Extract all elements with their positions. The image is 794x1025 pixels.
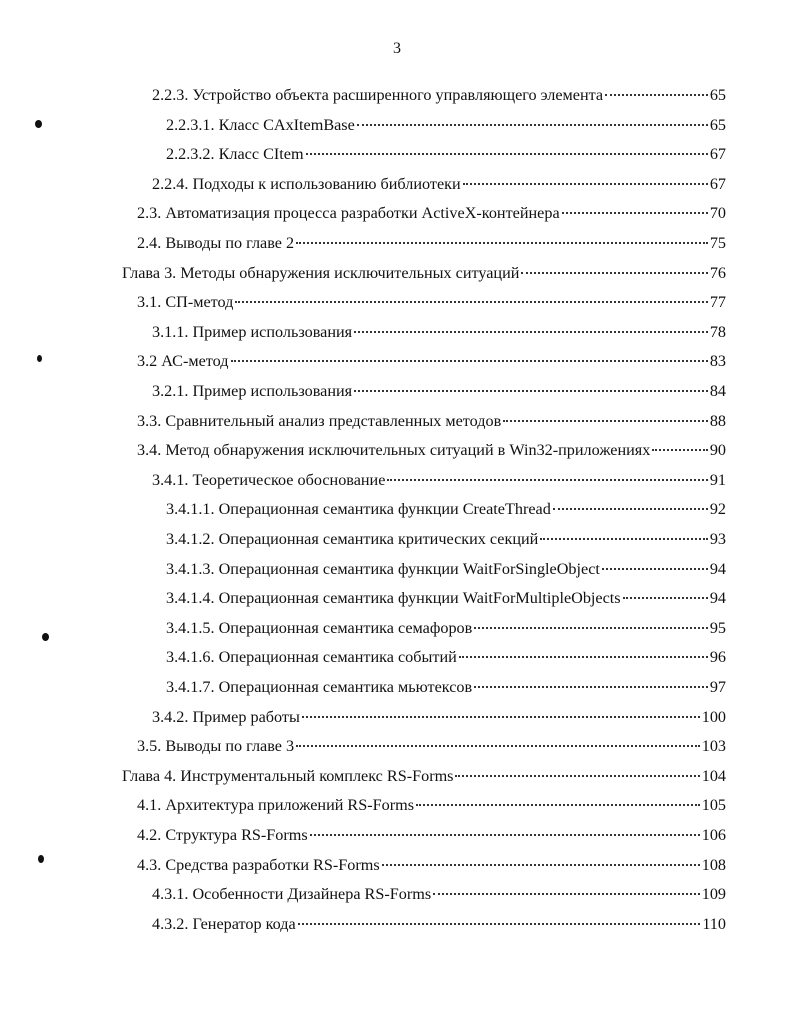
toc-leader-dots	[302, 716, 700, 718]
toc-entry-page: 84	[709, 382, 726, 400]
toc-entry-page: 78	[709, 323, 726, 341]
toc-entry-page: 92	[709, 500, 726, 518]
toc-entry	[166, 142, 726, 166]
toc-entry-title: 3.4.1.3. Операционная семантика функции WaitForSingleObject	[166, 560, 600, 578]
scan-mark	[35, 120, 42, 128]
toc-entry-page: 109	[701, 885, 726, 903]
toc-leader-dots	[382, 864, 700, 866]
toc-entry-page: 88	[709, 412, 726, 430]
toc-entry-title: 4.3.1. Особенности Дизайнера RS-Forms	[152, 885, 432, 903]
toc-entry-title: 3.3. Сравнительный анализ представленных методов	[137, 412, 502, 430]
toc-entry	[137, 823, 726, 847]
toc-entry-title: Глава 3. Методы обнаружения исключительных ситуаций	[122, 264, 520, 282]
toc-leader-dots	[354, 331, 708, 333]
toc-entry-page: 77	[709, 293, 726, 311]
toc-entry-title: 3.4.1. Теоретическое обоснование	[152, 471, 386, 489]
toc-entry-page: 106	[701, 826, 726, 844]
toc-entry	[137, 290, 726, 314]
toc-leader-dots	[605, 94, 708, 96]
toc-entry-title: 2.2.3.1. Класс CAxItemBase	[166, 116, 355, 134]
toc-entry-title: 2.2.3.2. Класс CItem	[166, 145, 304, 163]
toc-leader-dots	[231, 360, 708, 362]
toc-entry-title: 2.3. Автоматизация процесса разработки ActiveX-контейнера	[137, 204, 560, 222]
toc-entry	[137, 853, 726, 877]
toc-entry	[152, 912, 726, 936]
toc-leader-dots	[296, 242, 708, 244]
toc-entry-title: 3.4. Метод обнаружения исключительных ситуаций в Win32-приложениях	[137, 441, 651, 459]
toc-entry-page: 65	[709, 116, 726, 134]
toc-entry-title: 3.4.1.7. Операционная семантика мьютексов	[166, 678, 473, 696]
toc-entry-page: 70	[709, 204, 726, 222]
toc-leader-dots	[235, 301, 707, 303]
toc-entry-title: 3.4.1.2. Операционная семантика критических секций	[166, 530, 539, 548]
toc-entry-title: 4.3. Средства разработки RS-Forms	[137, 856, 380, 874]
toc-entry	[152, 705, 726, 729]
toc-entry	[152, 379, 726, 403]
toc-entry	[152, 320, 726, 344]
toc-entry-page: 96	[709, 648, 726, 666]
page-number: 3	[393, 40, 401, 57]
toc-entry	[166, 645, 726, 669]
toc-entry	[166, 527, 726, 551]
toc-leader-dots	[602, 568, 708, 570]
scan-mark	[37, 355, 42, 362]
toc-leader-dots	[455, 775, 699, 777]
toc-entry-page: 105	[701, 796, 726, 814]
toc-entry-page: 67	[709, 175, 726, 193]
toc-entry-page: 110	[702, 915, 726, 933]
toc-entry	[137, 734, 726, 758]
toc-entry	[166, 557, 726, 581]
toc-entry	[152, 882, 726, 906]
toc-entry-page: 94	[709, 589, 726, 607]
toc-entry-page: 100	[701, 708, 726, 726]
toc-entry-title: 4.3.2. Генератор кода	[152, 915, 296, 933]
toc-entry-page: 103	[701, 737, 726, 755]
toc-leader-dots	[357, 124, 708, 126]
toc-entry	[166, 497, 726, 521]
toc-leader-dots	[463, 183, 708, 185]
toc-entry-page: 108	[701, 856, 726, 874]
toc-entry-page: 65	[709, 86, 726, 104]
toc-entry-title: 2.2.4. Подходы к использованию библиотеки	[152, 175, 461, 193]
toc-entry	[137, 231, 726, 255]
toc-entry	[137, 201, 726, 225]
toc-leader-dots	[310, 834, 700, 836]
toc-entry	[152, 468, 726, 492]
toc-entry-page: 91	[709, 471, 726, 489]
toc-entry	[137, 349, 726, 373]
toc-leader-dots	[623, 597, 708, 599]
scan-mark	[38, 855, 44, 863]
toc-entry-page: 95	[709, 619, 726, 637]
toc-entry	[137, 438, 726, 462]
toc-entry	[152, 83, 726, 107]
toc-entry-page: 94	[709, 560, 726, 578]
toc-entry-page: 97	[709, 678, 726, 696]
toc-entry-title: 3.1.1. Пример использования	[152, 323, 353, 341]
toc-entry-title: 3.2 АС-метод	[137, 352, 229, 370]
toc-leader-dots	[474, 627, 708, 629]
toc-entry-title: 3.4.1.4. Операционная семантика функции WaitForMultipleObjects	[166, 589, 621, 607]
toc-entry	[152, 172, 726, 196]
toc-entry-title: 3.5. Выводы по главе 3	[137, 737, 295, 755]
toc-entry-page: 93	[709, 530, 726, 548]
toc-leader-dots	[503, 420, 708, 422]
toc-entry-title: 4.2. Структура RS-Forms	[137, 826, 308, 844]
toc-entry	[137, 409, 726, 433]
toc-leader-dots	[416, 804, 700, 806]
scan-mark	[42, 633, 49, 641]
toc-entry	[166, 113, 726, 137]
toc-entry	[166, 675, 726, 699]
toc-leader-dots	[562, 212, 708, 214]
toc-entry-title: 2.4. Выводы по главе 2	[137, 234, 295, 252]
toc-entry-title: Глава 4. Инструментальный комплекс RS-Forms	[122, 767, 454, 785]
toc-entry-page: 104	[701, 767, 726, 785]
toc-entry-title: 3.4.2. Пример работы	[152, 708, 300, 726]
toc-entry	[122, 261, 726, 285]
toc-leader-dots	[387, 479, 707, 481]
toc-leader-dots	[306, 153, 708, 155]
toc-entry-title: 3.2.1. Пример использования	[152, 382, 353, 400]
toc-entry-page: 83	[709, 352, 726, 370]
toc-entry-title: 3.4.1.5. Операционная семантика семафоров	[166, 619, 473, 637]
toc-entry-page: 67	[709, 145, 726, 163]
toc-leader-dots	[540, 538, 707, 540]
toc-leader-dots	[474, 686, 708, 688]
toc-entry	[122, 764, 726, 788]
toc-entry	[166, 586, 726, 610]
toc-leader-dots	[521, 272, 707, 274]
toc-entry	[166, 616, 726, 640]
toc-leader-dots	[433, 893, 700, 895]
toc-entry	[137, 793, 726, 817]
toc-leader-dots	[553, 508, 708, 510]
toc-leader-dots	[652, 449, 707, 451]
toc-leader-dots	[459, 656, 708, 658]
toc-entry-page: 90	[709, 441, 726, 459]
toc-leader-dots	[296, 745, 700, 747]
toc-entry-page: 76	[709, 264, 726, 282]
toc-leader-dots	[354, 390, 708, 392]
toc-entry-title: 3.4.1.6. Операционная семантика событий	[166, 648, 457, 666]
toc-entry-title: 2.2.3. Устройство объекта расширенного управляющего элемента	[152, 86, 604, 104]
toc-entry-title: 4.1. Архитектура приложений RS-Forms	[137, 796, 415, 814]
toc-leader-dots	[298, 923, 701, 925]
toc-entry-title: 3.4.1.1. Операционная семантика функции CreateThread	[166, 500, 551, 518]
toc-entry-title: 3.1. СП-метод	[137, 293, 234, 311]
toc-entry-page: 75	[709, 234, 726, 252]
